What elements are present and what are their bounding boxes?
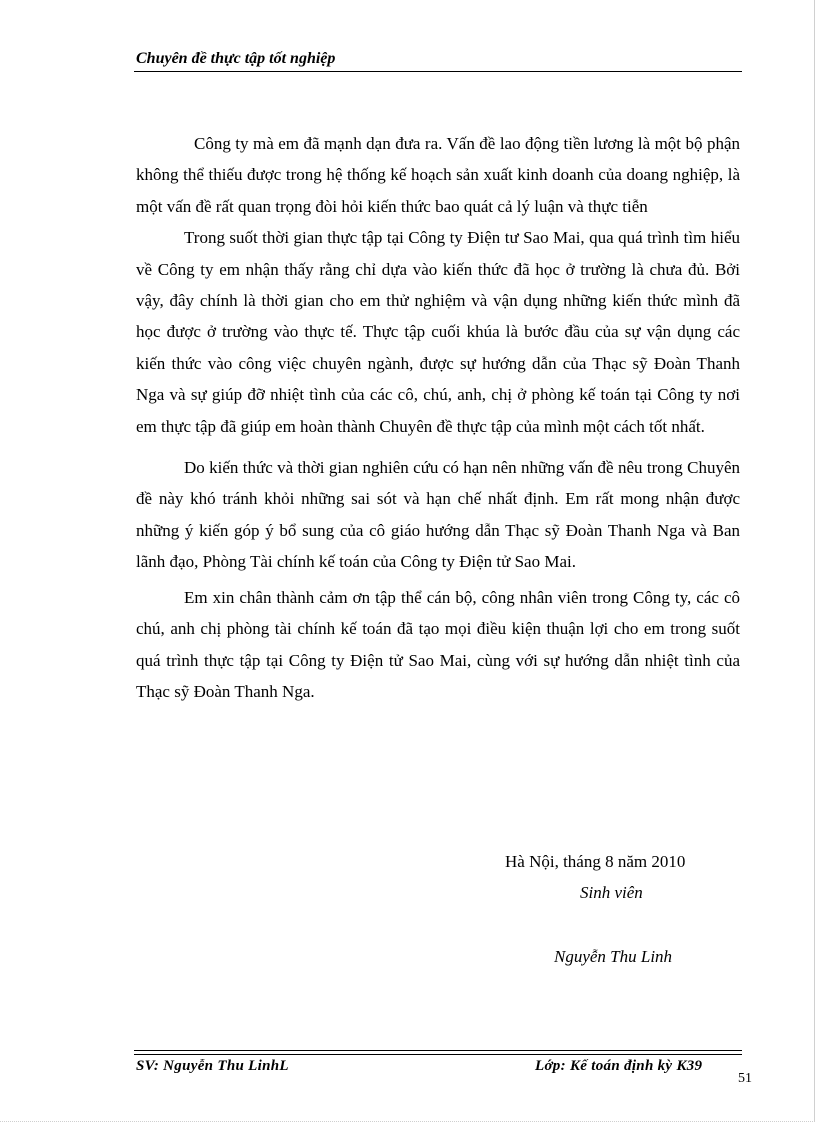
paragraph-1: Công ty mà em đã mạnh dạn đưa ra. Vấn đề lao động tiền lương là một bộ phận không thể thiếu được trong hệ thống kế hoạch sản xuất kinh doanh của doang nghiệp, là một vấn đề rất quan trọng đòi hỏi kiến thức bao quát cả lý luận và thực tiễn	[136, 134, 740, 216]
footer-student: SV: Nguyễn Thu LinhL	[136, 1058, 289, 1074]
footer-rule-thick	[134, 1054, 742, 1055]
page-number: 51	[738, 1071, 752, 1086]
header-rule	[134, 71, 742, 72]
body-text	[136, 128, 740, 707]
paragraph-4: Em xin chân thành cảm ơn tập thể cán bộ, công nhân viên trong Công ty, các cô chú, anh chị phòng tài chính kế toán đã tạo mọi điều kiện thuận lợi cho em trong suốt quá trình thực tập tại Công ty Điện tử Sao Mai, cùng với sự hướng dẫn nhiệt tình của Thạc sỹ Đoàn Thanh Nga.	[136, 587, 740, 701]
footer-class: Lớp: Kế toán định kỳ K39	[535, 1058, 703, 1074]
header-title: Chuyên đề thực tập tốt nghiệp	[136, 50, 336, 67]
signature-name: Nguyễn Thu Linh	[554, 947, 673, 966]
signature-place-date: Hà Nội, tháng 8 năm 2010	[505, 852, 686, 871]
footer-rule-thin	[134, 1050, 742, 1051]
paragraph-2: Trong suốt thời gian thực tập tại Công ty Điện tư Sao Mai, qua quá trình tìm hiểu về Công ty em nhận thấy rằng chỉ dựa vào kiến thức đã học ở trường là chưa đủ. Bởi vậy, đây chính là thời gian cho em thử nghiệm và vận dụng những kiến thức mình đã học được ở trường vào thực tế. Thực tập cuối khúa là bước đầu của sự vận dụng các kiến thức vào công việc chuyên ngành, được sự hướng dẫn của Thạc sỹ Đoàn Thanh Nga và sự giúp đỡ nhiệt tình của các cô, chú, anh, chị ở phòng kế toán tại Công ty nơi em thực tập đã giúp em hoàn thành Chuyên đề thực tập của mình một cách tốt nhất.	[136, 228, 740, 436]
paragraph-3: Do kiến thức và thời gian nghiên cứu có hạn nên những vấn đề nêu trong Chuyên đề này khó tránh khỏi những sai sót và hạn chế nhất định. Em rất mong nhận được những ý kiến góp ý bổ sung của cô giáo hướng dẫn Thạc sỹ Đoàn Thanh Nga và Ban lãnh đạo, Phòng Tài chính kế toán của Công ty Điện tử Sao Mai.	[136, 458, 740, 572]
signature-role: Sinh viên	[580, 883, 643, 902]
